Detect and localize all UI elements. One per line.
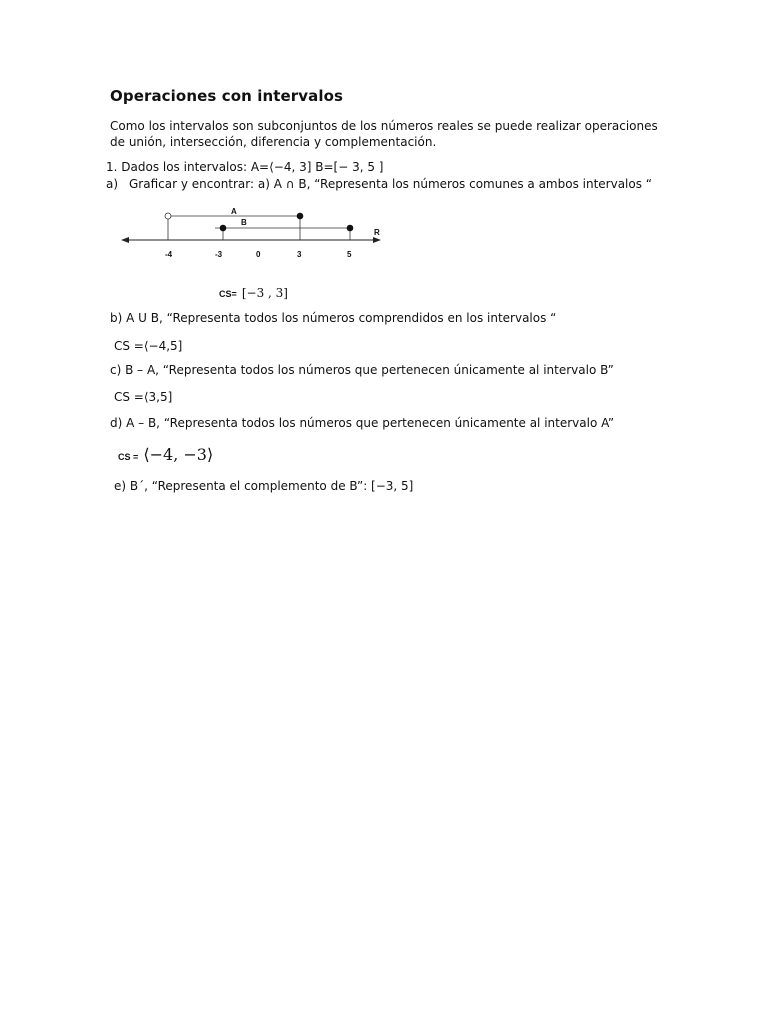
interval-a-label: A [231,207,237,216]
interval-b-closed-end [347,225,354,232]
part-d-cs-label: CS = [118,452,139,462]
tick-label: 0 [256,250,261,259]
number-line-graph [115,200,395,270]
part-e-text: e) B´, “Representa el complemento de B”: [−3, 5] [114,479,414,493]
part-a-text: Graficar y encontrar: a) A ∩ B, “Representa los números comunes a ambos intervalos “ [129,177,653,191]
tick-label: 3 [297,250,302,259]
part-d-text: d) A – B, “Representa todos los números que pertenecen únicamente al intervalo A” [110,416,615,430]
interval-a-closed-endpoint [297,213,304,220]
interval-a-open-endpoint [165,213,171,219]
part-c-cs: CS =⟨3,5] [114,390,173,404]
problem-statement [106,160,383,174]
part-a-marker: a) [106,177,119,191]
problem-intervals: ⟨−4, 3] B=[− 3, 5 ] [269,160,384,174]
interval-b-label: B [241,218,247,227]
part-c-text: c) B – A, “Representa todos los números que pertenecen únicamente al intervalo B” [110,363,614,377]
part-d-cs [118,445,213,464]
part-b-text: b) A U B, “Representa todos los números comprendidos en los intervalos “ [110,311,557,325]
cs-a-result [219,282,288,301]
axis-r-label: R [374,228,380,237]
problem-prefix: 1. Dados los intervalos: A= [106,160,270,174]
intro-paragraph: Como los intervalos son subconjuntos de los números reales se puede realizar operaciones de unión, intersección, diferencia y complementación. [110,119,658,149]
axis-left-arrow [121,237,129,243]
part-b-cs: CS =⟨−4,5] [114,339,183,353]
tick-label: -3 [215,250,223,259]
interval-b-closed-start [220,225,227,232]
cs-a-value: [−3 , 3] [241,286,288,300]
page-title: Operaciones con intervalos [110,87,344,105]
axis-right-arrow [373,237,381,243]
part-d-cs-value: ⟨−4, −3⟩ [143,445,214,464]
cs-a-label: CS= [219,289,237,299]
tick-label: -4 [165,250,173,259]
tick-label: 5 [347,250,352,259]
